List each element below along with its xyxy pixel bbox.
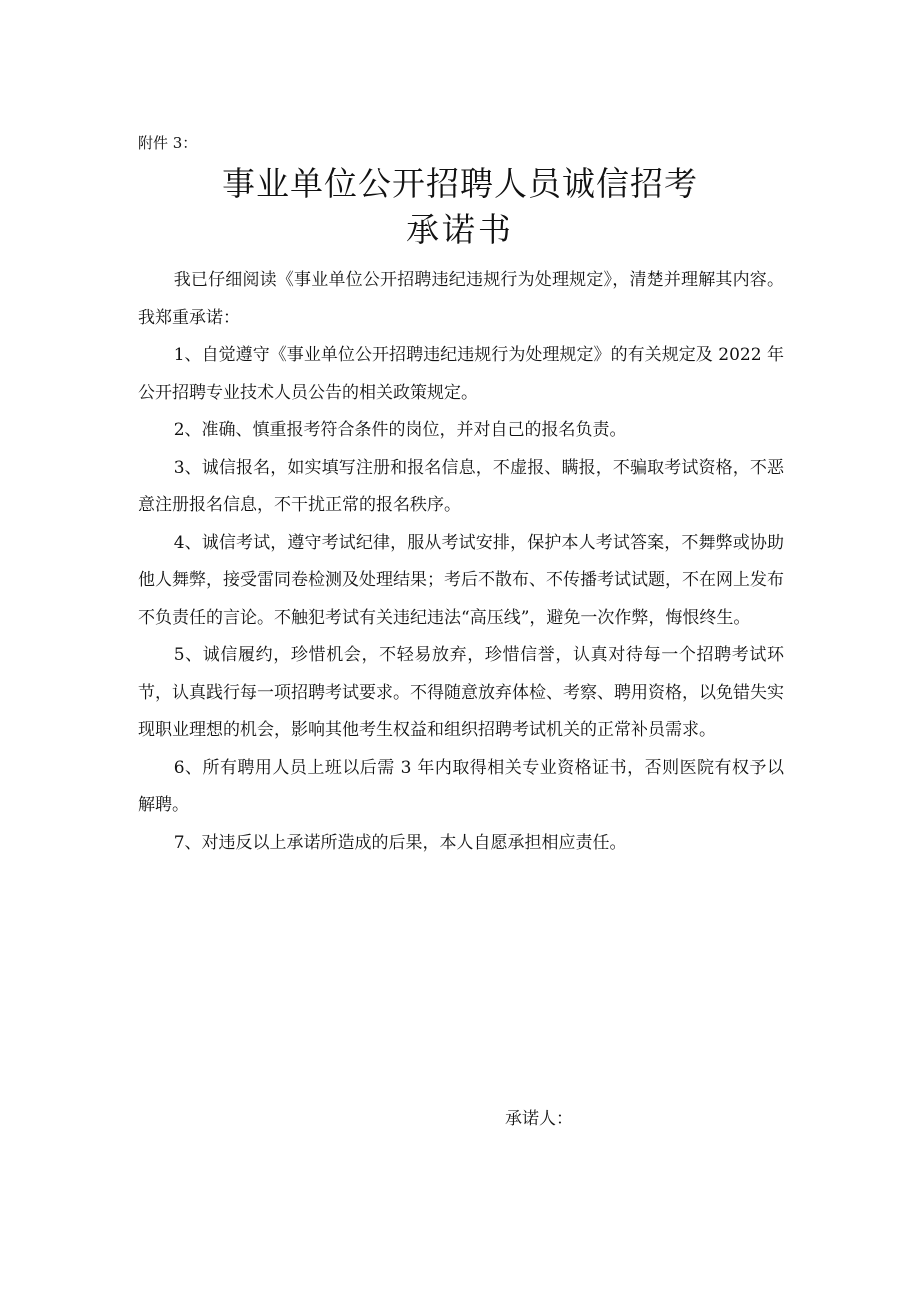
commitment-item-5: 5、诚信履约，珍惜机会，不轻易放弃，珍惜信誉，认真对待每一个招聘考试环节，认真践行每一项招聘考试要求。不得随意放弃体检、考察、聘用资格，以免错失实现职业理想的机会，影响其他考生权益和组织招聘考试机关的正常补员需求。: [138, 645, 784, 740]
commitment-item-1: 1、自觉遵守《事业单位公开招聘违纪违规行为处理规定》的有关规定及 2022 年公开招聘专业技术人员公告的相关政策规定。: [138, 345, 784, 403]
signer-label: 承诺人：: [505, 1109, 573, 1129]
document-title-line1: 事业单位公开招聘人员诚信招考: [222, 164, 698, 203]
commitment-item-4: 4、诚信考试，遵守考试纪律，服从考试安排，保护本人考试答案，不舞弊或协助他人舞弊，接受雷同卷检测及处理结果；考后不散布、不传播考试试题，不在网上发布不负责任的言论。不触犯考试有关违纪违法“高压线”，避免一次作弊，悔恨终生。: [138, 532, 784, 628]
document-title-line2: 承诺书: [406, 210, 514, 249]
commitment-item-2: 2、准确、慎重报考符合条件的岗位，并对自己的报名负责。: [173, 420, 627, 440]
commitment-item-6: 6、所有聘用人员上班以后需 3 年内取得相关专业资格证书，否则医院有权予以解聘。: [138, 757, 784, 815]
commitment-item-3: 3、诚信报名，如实填写注册和报名信息，不虚报、瞒报，不骗取考试资格，不恶意注册报名信息，不干扰正常的报名秩序。: [138, 457, 784, 515]
attachment-label: 附件 3：: [138, 134, 198, 152]
document-body: [138, 262, 784, 862]
intro-paragraph: 我已仔细阅读《事业单位公开招聘违纪违规行为处理规定》，清楚并理解其内容。我郑重承诺：: [138, 270, 784, 328]
commitment-item-7: 7、对违反以上承诺所造成的后果，本人自愿承担相应责任。: [173, 832, 627, 853]
